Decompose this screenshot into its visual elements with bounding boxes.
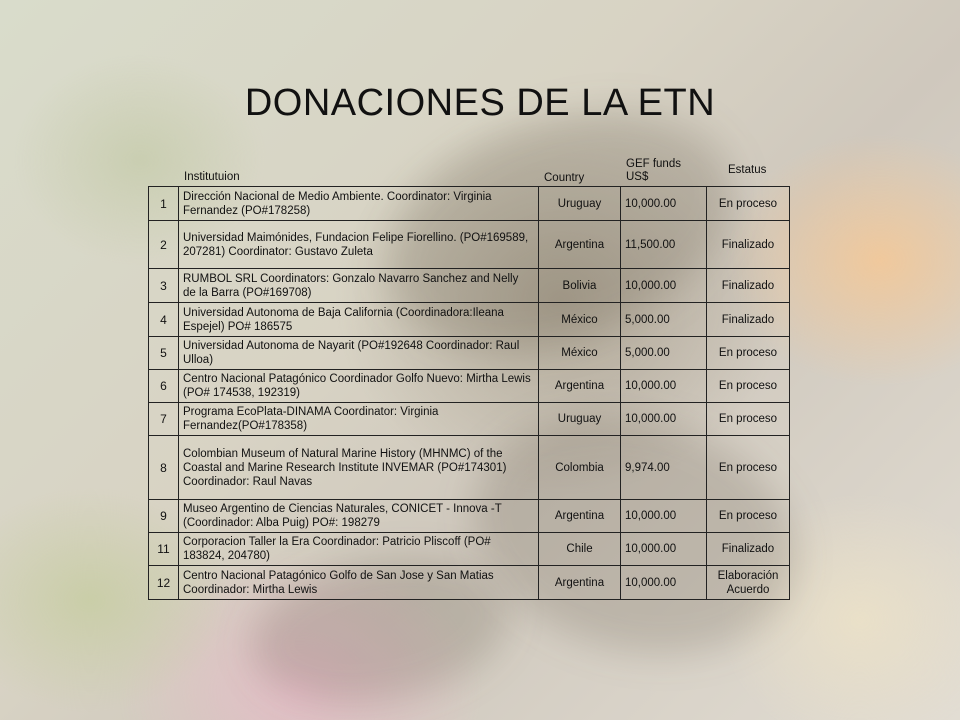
row-funds: 11,500.00 [621, 221, 707, 269]
header-status: Estatus [728, 164, 767, 176]
row-institution: Museo Argentino de Ciencias Naturales, CONICET - Innova -T (Coordinador: Alba Puig) PO#: 198279 [179, 500, 539, 533]
row-status: Finalizado [707, 533, 790, 566]
header-country: Country [544, 172, 585, 184]
row-institution: Universidad Autonoma de Nayarit (PO#192648 Coordinador: Raul Ulloa) [179, 337, 539, 370]
row-institution: Corporacion Taller la Era Coordinador: Patricio Pliscoff (PO# 183824, 204780) [179, 533, 539, 566]
row-funds: 10,000.00 [621, 187, 707, 221]
header-funds [626, 158, 681, 184]
row-institution: Centro Nacional Patagónico Golfo de San Jose y San Matias Coordinador: Mirtha Lewis [179, 566, 539, 600]
header-institution: Institutuion [184, 171, 240, 183]
row-funds: 10,000.00 [621, 500, 707, 533]
row-status: En proceso [707, 370, 790, 403]
table-row [149, 436, 790, 500]
table-row [149, 566, 790, 600]
row-institution: Universidad Autonoma de Baja California (Coordinadora:Ileana Espejel) PO# 186575 [179, 303, 539, 337]
row-number: 6 [149, 370, 179, 403]
row-number: 4 [149, 303, 179, 337]
row-institution: Dirección Nacional de Medio Ambiente. Coordinator: Virginia Fernandez (PO#178258) [179, 187, 539, 221]
table-row [149, 500, 790, 533]
table-row [149, 337, 790, 370]
row-country: Argentina [539, 500, 621, 533]
row-funds: 5,000.00 [621, 303, 707, 337]
page-title: DONACIONES DE LA ETN [244, 82, 716, 124]
row-country: Colombia [539, 436, 621, 500]
row-country: Uruguay [539, 403, 621, 436]
row-country: México [539, 337, 621, 370]
row-country: Chile [539, 533, 621, 566]
row-funds: 10,000.00 [621, 403, 707, 436]
row-number: 12 [149, 566, 179, 600]
row-institution: Universidad Maimónides, Fundacion Felipe Fiorellino. (PO#169589, 207281) Coordinator: Gustavo Zuleta [179, 221, 539, 269]
row-status: En proceso [707, 403, 790, 436]
row-status: En proceso [707, 187, 790, 221]
table-row [149, 303, 790, 337]
table-row [149, 269, 790, 303]
row-institution: RUMBOL SRL Coordinators: Gonzalo Navarro Sanchez and Nelly de la Barra (PO#169708) [179, 269, 539, 303]
table-row [149, 370, 790, 403]
row-number: 2 [149, 221, 179, 269]
row-country: Argentina [539, 221, 621, 269]
header-funds-line2: US$ [626, 171, 649, 183]
row-funds: 10,000.00 [621, 370, 707, 403]
row-funds: 5,000.00 [621, 337, 707, 370]
row-number: 11 [149, 533, 179, 566]
row-funds: 10,000.00 [621, 566, 707, 600]
row-funds: 9,974.00 [621, 436, 707, 500]
row-number: 9 [149, 500, 179, 533]
row-status: En proceso [707, 500, 790, 533]
row-status: Finalizado [707, 221, 790, 269]
table-row [149, 187, 790, 221]
row-institution: Programa EcoPlata-DINAMA Coordinator: Virginia Fernandez(PO#178358) [179, 403, 539, 436]
row-funds: 10,000.00 [621, 533, 707, 566]
row-number: 1 [149, 187, 179, 221]
row-country: Argentina [539, 566, 621, 600]
table-row [149, 533, 790, 566]
row-number: 3 [149, 269, 179, 303]
row-status: Finalizado [707, 269, 790, 303]
row-institution: Colombian Museum of Natural Marine History (MHNMC) of the Coastal and Marine Research Institute INVEMAR (PO#174301) Coordinador: Raul Navas [179, 436, 539, 500]
row-status: En proceso [707, 436, 790, 500]
row-country: México [539, 303, 621, 337]
table-row [149, 221, 790, 269]
table-row [149, 403, 790, 436]
row-number: 7 [149, 403, 179, 436]
row-number: 5 [149, 337, 179, 370]
row-country: Uruguay [539, 187, 621, 221]
row-funds: 10,000.00 [621, 269, 707, 303]
header-funds-line1: GEF funds [626, 158, 681, 170]
row-institution: Centro Nacional Patagónico Coordinador Golfo Nuevo: Mirtha Lewis (PO# 174538, 192319) [179, 370, 539, 403]
row-country: Bolivia [539, 269, 621, 303]
row-status: Elaboración Acuerdo [707, 566, 790, 600]
row-number: 8 [149, 436, 179, 500]
row-status: Finalizado [707, 303, 790, 337]
row-status: En proceso [707, 337, 790, 370]
donations-table [148, 186, 790, 600]
row-country: Argentina [539, 370, 621, 403]
